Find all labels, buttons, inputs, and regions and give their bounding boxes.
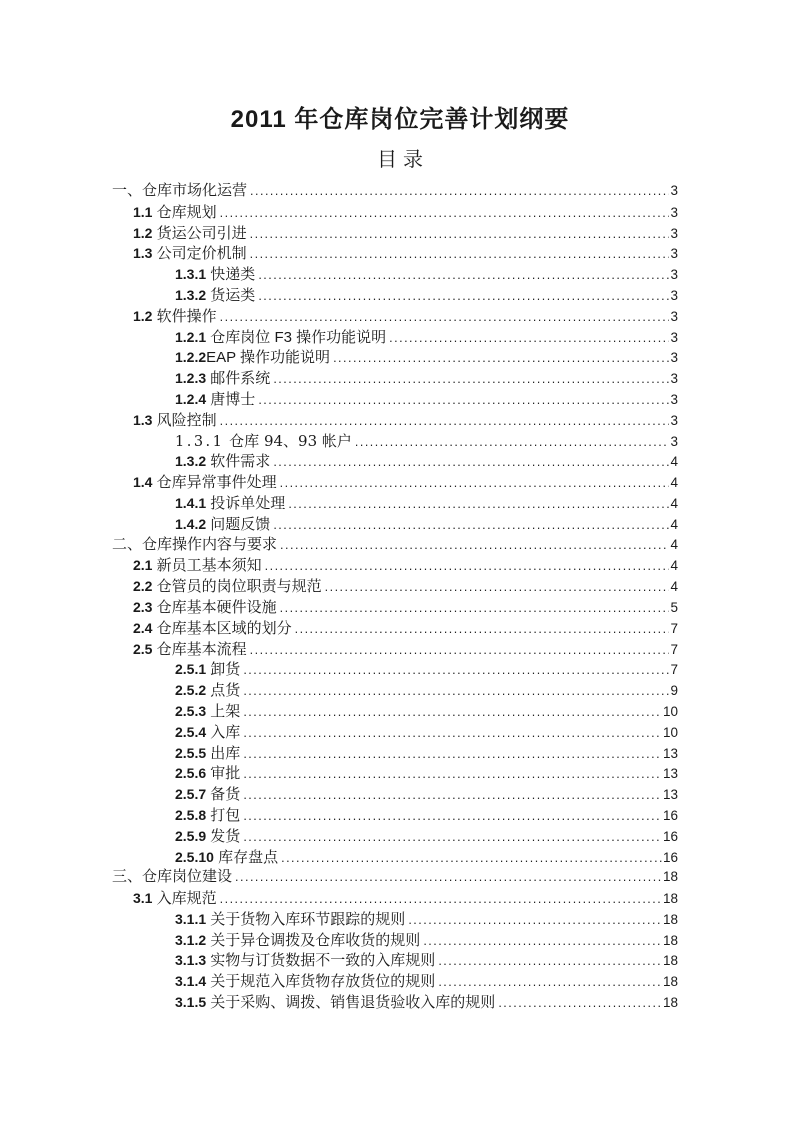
toc-entry[interactable] xyxy=(112,784,678,805)
toc-leader-dots xyxy=(250,224,670,245)
toc-page-number: 3 xyxy=(670,412,678,428)
toc-entry-label: 软件需求 xyxy=(206,453,271,471)
toc-entry-label: 点货 xyxy=(206,682,241,700)
toc-leader-dots xyxy=(498,993,662,1014)
toc-page-number: 7 xyxy=(670,641,678,657)
toc-page-number: 18 xyxy=(662,932,678,948)
toc-entry[interactable] xyxy=(112,181,678,202)
toc-entry-number: 3.1.3 xyxy=(175,952,207,969)
toc-entry[interactable] xyxy=(112,639,678,660)
toc-entry-label: 入库规范 xyxy=(152,890,217,908)
toc-entry[interactable] xyxy=(112,867,678,888)
toc-entry[interactable] xyxy=(112,202,678,223)
toc-entry-label: 备货 xyxy=(206,786,241,804)
toc-entry-label: 仓库市场化运营 xyxy=(142,182,248,199)
toc-leader-dots xyxy=(273,515,669,536)
toc-entry-number: 1.2.2 xyxy=(175,349,207,366)
toc-leader-dots xyxy=(220,307,670,328)
toc-entry[interactable] xyxy=(112,950,678,971)
toc-entry[interactable] xyxy=(112,992,678,1013)
toc-heading: 目录 xyxy=(377,149,429,171)
toc-entry-number: 2.1 xyxy=(133,557,153,574)
toc-leader-dots xyxy=(408,910,662,931)
toc-entry-number: 2.5.1 xyxy=(175,661,207,678)
toc-entry-number: 1.3.2 xyxy=(175,286,207,303)
toc-leader-dots xyxy=(250,181,669,202)
toc-leader-dots xyxy=(243,827,662,848)
toc-entry[interactable] xyxy=(112,847,678,868)
toc-leader-dots xyxy=(220,203,670,224)
toc-entry-number: 1.4.1 xyxy=(175,494,207,511)
toc-entry-number: 2.5.2 xyxy=(175,682,207,699)
toc-entry-number: 3.1.4 xyxy=(175,973,207,990)
toc-entry[interactable] xyxy=(112,451,678,472)
toc-leader-dots xyxy=(423,931,662,952)
toc-entry-number: 2.4 xyxy=(133,619,153,636)
toc-entry-label: 仓库异常事件处理 xyxy=(152,474,277,492)
toc-page-number: 3 xyxy=(670,391,678,407)
toc-leader-dots xyxy=(250,640,670,661)
toc-entry-label: 关于异仓调拨及仓库收货的规则 xyxy=(206,931,421,949)
toc-page-number: 3 xyxy=(670,350,678,366)
toc-page-number: 4 xyxy=(670,516,678,532)
toc-entry-number: 2.5.5 xyxy=(175,744,207,761)
toc-entry-label: 关于规范入库货物存放货位的规则 xyxy=(206,973,436,991)
toc-leader-dots xyxy=(389,328,669,349)
toc-leader-dots xyxy=(220,411,670,432)
toc-leader-dots xyxy=(273,369,669,390)
toc-entry[interactable] xyxy=(112,888,678,909)
toc-entry-label: 仓库岗位 F3 操作功能说明 xyxy=(206,328,387,346)
toc-entry[interactable] xyxy=(112,680,678,701)
toc-entry[interactable] xyxy=(112,909,678,930)
toc-entry[interactable] xyxy=(112,930,678,951)
toc-entry[interactable] xyxy=(112,327,678,348)
toc-entry-number: 1.2.1 xyxy=(175,328,207,345)
toc-entry-label: 快递类 xyxy=(206,266,256,284)
toc-entry[interactable] xyxy=(112,431,678,452)
toc-leader-dots xyxy=(355,432,670,453)
toc-entry-number: 1.3 xyxy=(133,245,153,262)
toc-entry-label: 新员工基本须知 xyxy=(152,557,262,575)
toc-leader-dots xyxy=(243,681,669,702)
toc-entry-label: 仓库 94、93 帐户 xyxy=(224,431,352,450)
toc-entry-label: 风险控制 xyxy=(152,411,217,429)
toc-entry-label: 仓库规划 xyxy=(152,203,217,221)
toc-entry[interactable] xyxy=(112,763,678,784)
toc-entry-number: 1.3.1 xyxy=(175,266,207,283)
toc-entry-label: 仓库基本流程 xyxy=(152,640,247,658)
toc-entry-label: 仓管员的岗位职责与规范 xyxy=(152,578,322,596)
toc-page-number: 16 xyxy=(662,828,678,844)
toc-page-number: 10 xyxy=(662,724,678,740)
toc-entry-label: 审批 xyxy=(206,765,241,783)
toc-entry-number: 三、 xyxy=(112,868,143,886)
toc-entry[interactable] xyxy=(112,347,678,368)
toc-entry-number: 1.3.1 xyxy=(175,433,225,450)
toc-entry-label: 库存盘点 xyxy=(213,848,279,866)
toc-entry-label: 公司定价机制 xyxy=(152,245,247,263)
toc-entry-number: 3.1.1 xyxy=(175,910,207,927)
toc-page-number: 10 xyxy=(662,703,678,719)
toc-leader-dots xyxy=(243,744,662,765)
toc-page-number: 3 xyxy=(670,183,678,198)
toc-entry-number: 1.2 xyxy=(133,307,153,324)
toc-leader-dots xyxy=(333,348,669,369)
toc-leader-dots xyxy=(235,867,662,888)
toc-page-number: 16 xyxy=(662,807,678,823)
toc-entry[interactable] xyxy=(112,285,678,306)
toc-entry[interactable] xyxy=(112,472,678,493)
toc-leader-dots xyxy=(325,577,670,598)
table-of-contents xyxy=(112,181,678,1013)
toc-entry-label: 货运公司引进 xyxy=(152,224,247,242)
toc-page-number: 3 xyxy=(670,204,678,220)
toc-entry-label: 出库 xyxy=(206,744,241,762)
toc-page-number: 4 xyxy=(670,558,678,574)
toc-page-number: 4 xyxy=(670,495,678,511)
toc-entry-label: 仓库基本区域的划分 xyxy=(152,619,292,637)
toc-entry-number: 1.4 xyxy=(133,474,153,491)
toc-entry-label: 邮件系统 xyxy=(206,370,271,388)
toc-entry-number: 1.3 xyxy=(133,411,153,428)
toc-entry[interactable] xyxy=(112,971,678,992)
toc-entry[interactable] xyxy=(112,389,678,410)
toc-leader-dots xyxy=(280,598,670,619)
toc-page-number: 4 xyxy=(670,454,678,470)
toc-page-number: 18 xyxy=(662,869,678,885)
toc-page-number: 18 xyxy=(662,995,678,1011)
toc-entry-number: 一、 xyxy=(112,182,143,199)
toc-entry-label: 软件操作 xyxy=(152,307,217,325)
toc-leader-dots xyxy=(288,494,669,515)
toc-leader-dots xyxy=(295,619,670,640)
toc-entry-number: 1.2 xyxy=(133,224,153,241)
toc-page-number: 3 xyxy=(670,287,678,303)
toc-entry-label: 投诉单处理 xyxy=(206,494,286,512)
toc-entry-number: 3.1 xyxy=(133,890,153,907)
toc-entry[interactable] xyxy=(112,659,678,680)
toc-entry-label: 仓库操作内容与要求 xyxy=(142,535,278,553)
toc-entry-label: 上架 xyxy=(206,702,241,720)
toc-leader-dots xyxy=(243,660,669,681)
toc-leader-dots xyxy=(258,265,669,286)
toc-leader-dots xyxy=(280,535,669,556)
toc-leader-dots xyxy=(220,889,662,910)
toc-page-number: 3 xyxy=(670,267,678,283)
toc-leader-dots xyxy=(438,951,662,972)
toc-entry[interactable] xyxy=(112,826,678,847)
toc-leader-dots xyxy=(265,556,670,577)
toc-leader-dots xyxy=(280,473,670,494)
toc-page-number: 5 xyxy=(670,599,678,615)
toc-entry-number: 2.5.7 xyxy=(175,786,207,803)
toc-leader-dots xyxy=(250,244,670,265)
toc-entry-label: 实物与订货数据不一致的入库规则 xyxy=(206,952,436,970)
toc-page-number: 13 xyxy=(662,787,678,803)
toc-leader-dots xyxy=(243,702,662,723)
toc-leader-dots xyxy=(258,286,669,307)
toc-entry-number: 3.1.5 xyxy=(175,994,207,1011)
toc-page-number: 18 xyxy=(662,911,678,927)
toc-entry[interactable] xyxy=(112,555,678,576)
toc-entry[interactable] xyxy=(112,743,678,764)
toc-entry-label: 打包 xyxy=(206,806,241,824)
toc-page-number: 3 xyxy=(670,308,678,324)
toc-entry-number: 2.5.3 xyxy=(175,702,207,719)
toc-entry[interactable] xyxy=(112,223,678,244)
toc-page-number: 18 xyxy=(662,953,678,969)
toc-entry-number: 2.2 xyxy=(133,578,153,595)
toc-entry[interactable] xyxy=(112,264,678,285)
toc-entry-number: 2.5.6 xyxy=(175,765,207,782)
toc-entry[interactable] xyxy=(112,535,678,556)
toc-page-number: 4 xyxy=(670,579,678,595)
toc-leader-dots xyxy=(243,806,662,827)
toc-entry-number: 2.5.4 xyxy=(175,723,207,740)
toc-page-number: 4 xyxy=(670,536,678,552)
toc-entry[interactable] xyxy=(112,576,678,597)
toc-entry-label: 发货 xyxy=(206,827,241,845)
toc-page-number: 13 xyxy=(662,766,678,782)
toc-entry-label: 问题反馈 xyxy=(206,515,271,533)
toc-entry[interactable] xyxy=(112,722,678,743)
toc-leader-dots xyxy=(438,972,662,993)
toc-entry[interactable] xyxy=(112,306,678,327)
toc-entry-number: 2.3 xyxy=(133,598,153,615)
toc-entry-label: 唐博士 xyxy=(206,390,256,408)
toc-entry-label: 仓库岗位建设 xyxy=(142,868,233,886)
toc-entry[interactable] xyxy=(112,805,678,826)
toc-entry-number: 1.3.2 xyxy=(175,453,207,470)
toc-leader-dots xyxy=(258,390,669,411)
toc-page-number: 3 xyxy=(670,246,678,262)
toc-entry-label: 仓库基本硬件设施 xyxy=(152,598,277,616)
toc-entry-number: 1.2.4 xyxy=(175,390,207,407)
toc-leader-dots xyxy=(243,764,662,785)
toc-entry-number: 1.4.2 xyxy=(175,515,207,532)
toc-entry[interactable] xyxy=(112,368,678,389)
toc-page-number: 4 xyxy=(670,475,678,491)
toc-entry[interactable] xyxy=(112,701,678,722)
toc-entry-number: 3.1.2 xyxy=(175,931,207,948)
toc-page-number: 3 xyxy=(670,225,678,241)
toc-entry[interactable] xyxy=(112,243,678,264)
toc-page-number: 3 xyxy=(670,433,678,449)
toc-page-number: 16 xyxy=(662,849,678,865)
toc-page-number: 9 xyxy=(670,683,678,699)
toc-entry-number: 2.5.9 xyxy=(175,827,207,844)
toc-entry[interactable] xyxy=(112,618,678,639)
toc-leader-dots xyxy=(243,723,662,744)
toc-page-number: 3 xyxy=(670,329,678,345)
toc-entry-number: 1.1 xyxy=(133,203,153,220)
toc-page-number: 7 xyxy=(670,662,678,678)
toc-page-number: 7 xyxy=(670,620,678,636)
toc-entry-label: 关于货物入库环节跟踪的规则 xyxy=(206,910,406,928)
toc-entry[interactable] xyxy=(112,410,678,431)
toc-page-number: 18 xyxy=(662,974,678,990)
toc-page-number: 18 xyxy=(662,891,678,907)
toc-entry-number: 2.5.8 xyxy=(175,806,207,823)
toc-entry-label: 关于采购、调拨、销售退货验收入库的规则 xyxy=(206,994,496,1012)
toc-page-number: 3 xyxy=(670,371,678,387)
toc-entry[interactable] xyxy=(112,514,678,535)
toc-entry[interactable] xyxy=(112,597,678,618)
toc-entry-number: 二、 xyxy=(112,535,143,553)
toc-entry[interactable] xyxy=(112,493,678,514)
toc-entry-number: 2.5 xyxy=(133,640,153,657)
toc-leader-dots xyxy=(281,848,662,869)
document-title: 2011 年仓库岗位完善计划纲要 xyxy=(230,106,570,133)
toc-entry-label: 货运类 xyxy=(206,286,256,304)
toc-entry-number: 2.5.10 xyxy=(175,848,214,865)
toc-entry-label: 卸货 xyxy=(206,661,241,679)
toc-entry-number: 1.2.3 xyxy=(175,370,207,387)
toc-entry-label: EAP 操作功能说明 xyxy=(206,349,331,367)
toc-leader-dots xyxy=(273,452,669,473)
toc-entry-label: 入库 xyxy=(206,723,241,741)
toc-leader-dots xyxy=(243,785,662,806)
toc-page-number: 13 xyxy=(662,745,678,761)
